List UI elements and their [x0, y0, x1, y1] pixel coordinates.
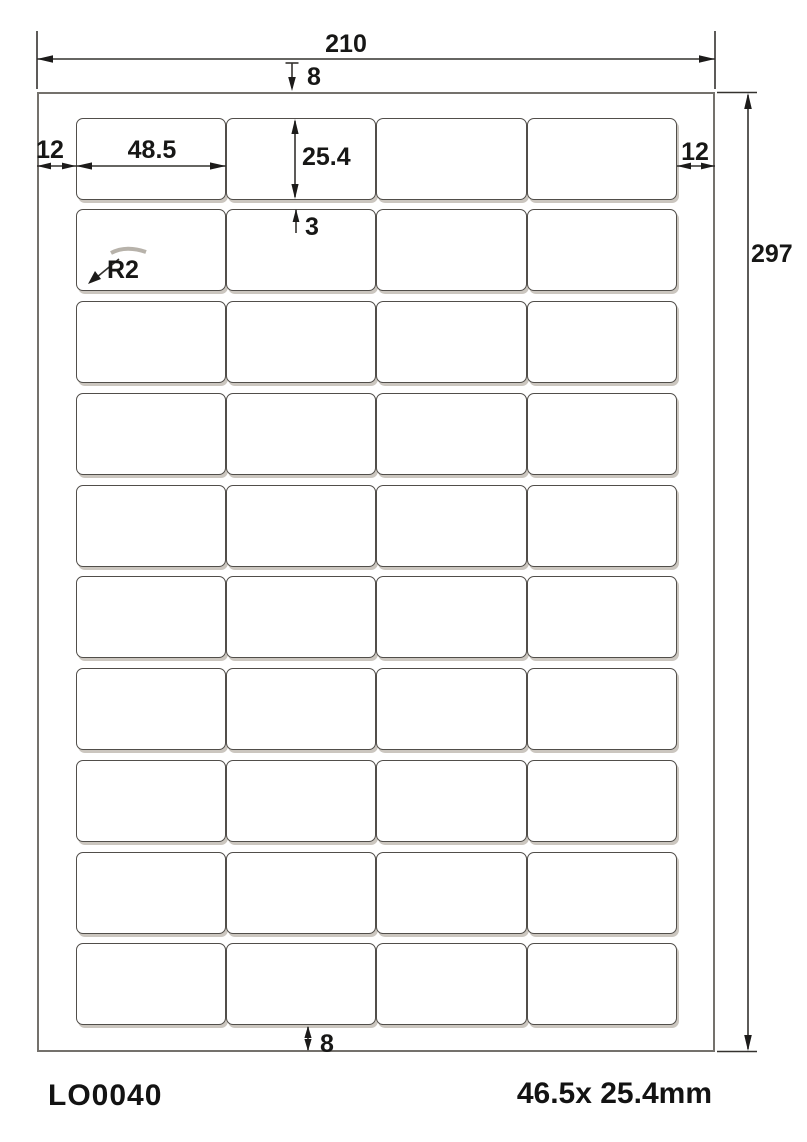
dim-bottom-margin-label: 8 [320, 1030, 334, 1058]
dim-left-margin-label: 12 [36, 136, 64, 164]
dim-corner-radius-label: R2 [107, 256, 139, 284]
dim-page-width [37, 30, 715, 89]
dim-top-margin [286, 63, 322, 91]
dim-page-width-label: 210 [325, 30, 367, 58]
dim-label-height [291, 119, 350, 199]
dim-label-width [76, 136, 226, 170]
dim-row-gap-label: 3 [305, 213, 319, 241]
dim-top-margin-label: 8 [307, 63, 321, 91]
dim-label-width-label: 48.5 [127, 136, 177, 164]
dim-page-height [717, 93, 793, 1052]
dim-bottom-margin [304, 1026, 334, 1058]
dim-right-margin [677, 138, 715, 169]
dim-page-height-label: 297 [751, 240, 793, 268]
dim-left-margin [36, 136, 76, 169]
product-code: LO0040 [48, 1079, 163, 1112]
dim-label-height-label: 25.4 [302, 143, 351, 171]
dim-row-gap [293, 209, 319, 241]
dim-corner-radius [88, 249, 146, 284]
label-size-text: 46.5x 25.4mm [516, 1077, 712, 1110]
dim-right-margin-label: 12 [681, 138, 709, 166]
